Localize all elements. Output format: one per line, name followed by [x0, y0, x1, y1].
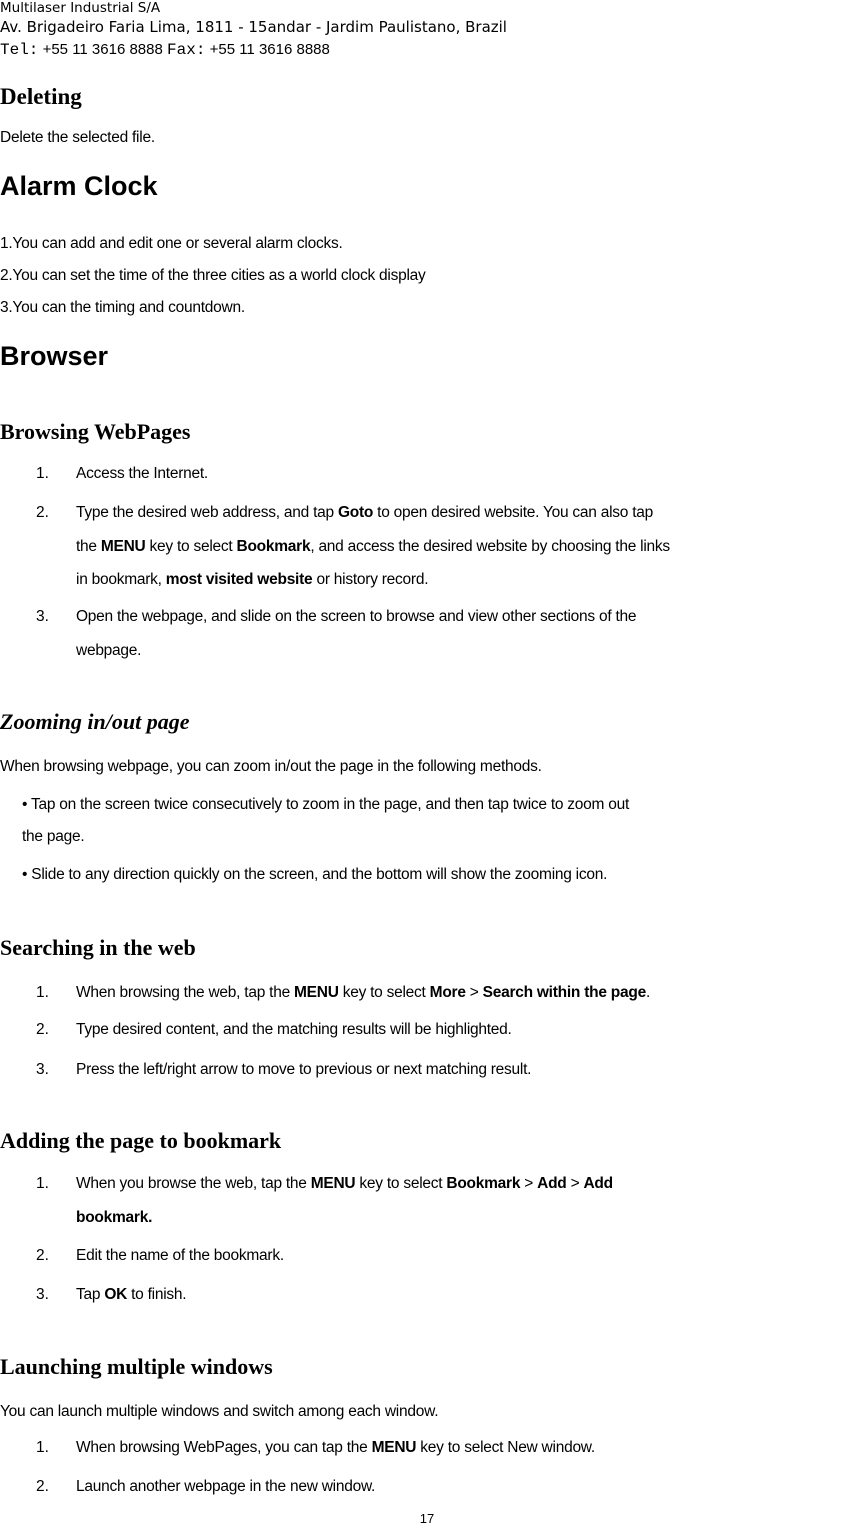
list-number: 2.: [36, 1021, 49, 1038]
more-term: More: [429, 984, 466, 1001]
list-item: Launch another webpage in the new window.: [76, 1478, 376, 1495]
launching-intro: You can launch multiple windows and switch among each window.: [0, 1403, 439, 1420]
zooming-intro: When browsing webpage, you can zoom in/out the page in the following methods.: [0, 758, 542, 775]
contact-line: [0, 40, 330, 60]
list-number: 2.: [36, 504, 49, 521]
menu-term: MENU: [294, 984, 339, 1001]
list-item: When you browse the web, tap the MENU key to select Bookmark > Add > Add: [76, 1175, 613, 1192]
menu-term: MENU: [100, 538, 146, 555]
heading-adding-bookmark: Adding the page to bookmark: [0, 1128, 282, 1153]
company-name: Multilaser Industrial S/A: [0, 0, 161, 16]
alarm-item-1: 1.You can add and edit one or several alarm clocks.: [0, 235, 343, 252]
list-item-continued: in bookmark, most visited website or history record.: [76, 571, 429, 588]
heading-browsing-webpages: Browsing WebPages: [0, 419, 191, 444]
menu-term: MENU: [371, 1439, 417, 1456]
list-number: 1.: [36, 465, 49, 482]
ok-term: OK: [104, 1286, 128, 1303]
heading-deleting: Deleting: [0, 84, 82, 109]
list-item: Type desired content, and the matching results will be highlighted.: [76, 1021, 512, 1038]
list-item-continued: the MENU key to select Bookmark, and access the desired website by choosing the links: [76, 538, 670, 555]
list-number: 3.: [36, 608, 49, 625]
zooming-bullet-1-continued: the page.: [22, 828, 85, 845]
zooming-bullet-1: • Tap on the screen twice consecutively to zoom in the page, and then tap twice to zoom out: [22, 796, 630, 813]
bookmark-term: Bookmark: [446, 1175, 521, 1192]
company-address: Av. Brigadeiro Faria Lima, 1811 - 15andar - Jardim Paulistano, Brazil: [0, 18, 507, 36]
list-item-continued: bookmark.: [76, 1209, 153, 1226]
list-number: 2.: [36, 1247, 49, 1264]
list-number: 1.: [36, 1439, 49, 1456]
tel-number: +55 11 3616 8888: [42, 41, 163, 58]
list-item-continued: webpage.: [76, 642, 142, 659]
list-number: 2.: [36, 1478, 49, 1495]
add-bookmark-term: Add: [583, 1175, 613, 1192]
heading-searching: Searching in the web: [0, 935, 196, 960]
most-visited-term: most visited website: [165, 571, 313, 588]
fax-number: +55 11 3616 8888: [209, 41, 330, 58]
heading-launching: Launching multiple windows: [0, 1354, 273, 1379]
list-item: When browsing WebPages, you can tap the MENU key to select New window.: [76, 1439, 595, 1456]
heading-zooming: Zooming in/out page: [0, 709, 190, 734]
heading-alarm-clock: Alarm Clock: [0, 171, 158, 201]
list-item: Tap OK to finish.: [76, 1286, 187, 1303]
zooming-bullet-2: • Slide to any direction quickly on the screen, and the bottom will show the zooming icon.: [22, 866, 608, 883]
list-item: Access the Internet.: [76, 465, 208, 482]
tel-label: Tel:: [0, 41, 39, 59]
page-number: 17: [419, 1511, 435, 1526]
alarm-item-3: 3.You can the timing and countdown.: [0, 299, 245, 316]
list-item: Edit the name of the bookmark.: [76, 1247, 284, 1264]
list-item: Open the webpage, and slide on the screen to browse and view other sections of the: [76, 608, 637, 625]
fax-label: Fax:: [167, 41, 206, 59]
list-item: When browsing the web, tap the MENU key to select More > Search within the page.: [76, 984, 650, 1001]
menu-term: MENU: [310, 1175, 356, 1192]
alarm-item-2: 2.You can set the time of the three cities as a world clock display: [0, 267, 426, 284]
add-term: Add: [537, 1175, 567, 1192]
search-within-term: Search within the page: [482, 984, 646, 1001]
bookmark-term: Bookmark: [236, 538, 311, 555]
heading-browser: Browser: [0, 341, 109, 371]
goto-term: Goto: [337, 504, 374, 521]
list-number: 3.: [36, 1061, 49, 1078]
deleting-text: Delete the selected file.: [0, 129, 155, 146]
list-number: 1.: [36, 1175, 49, 1192]
list-number: 1.: [36, 984, 49, 1001]
list-number: 3.: [36, 1286, 49, 1303]
list-item: Press the left/right arrow to move to previous or next matching result.: [76, 1061, 532, 1078]
list-item: Type the desired web address, and tap Goto to open desired website. You can also tap: [76, 504, 653, 521]
